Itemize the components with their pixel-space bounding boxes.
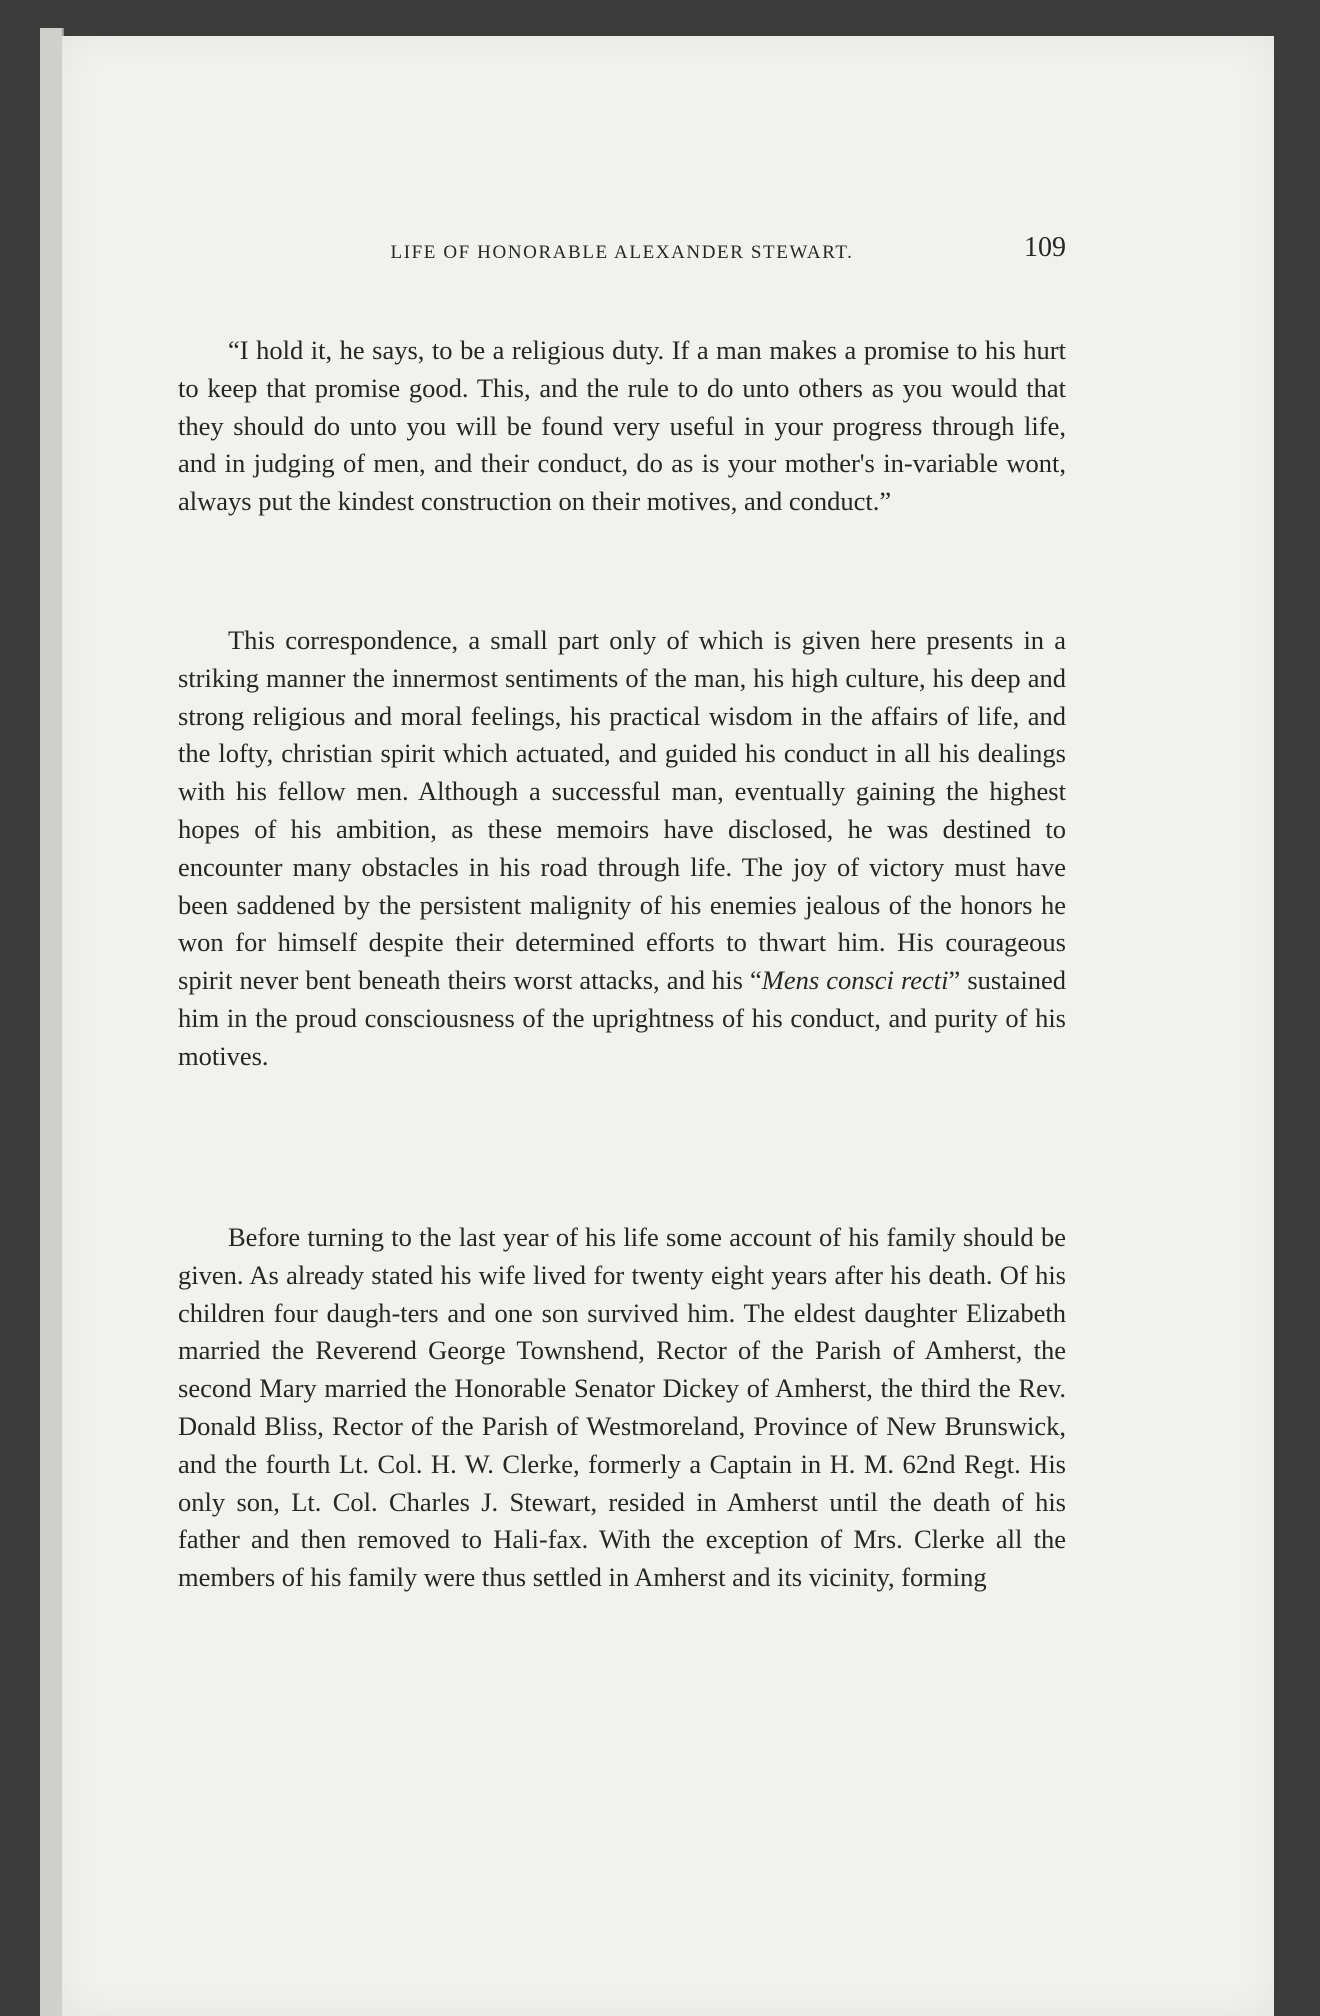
binding-edge	[40, 28, 64, 2016]
page-number: 109	[1024, 232, 1066, 263]
running-title: LIFE OF HONORABLE ALEXANDER STEWART.	[390, 242, 854, 263]
paragraph-correspondence	[178, 622, 1066, 1076]
paragraph-family: Before turning to the last year of his life some account of his family should be given. As already stated his wife lived for twenty eight years after his death. Of his children four daugh-ters and one son survived him. The eldest daughter Elizabeth married the Reverend George Townshend, Rector of the Parish of Amherst, the second Mary married the Honorable Senator Dickey of Amherst, the third the Rev. Donald Bliss, Rector of the Parish of Westmoreland, Province of New Brunswick, and the fourth Lt. Col. H. W. Clerke, formerly a Captain in H. M. 62nd Regt. His only son, Lt. Col. Charles J. Stewart, resided in Amherst until the death of his father and then removed to Hali-fax. With the exception of Mrs. Clerke all the members of his family were thus settled in Amherst and its vicinity, forming	[178, 1222, 1066, 1593]
book-page	[62, 36, 1274, 2016]
latin-phrase: Mens consci recti	[761, 965, 949, 996]
paragraph-correspondence-text-after: ” sustained him in the proud consciousness of the uprightness of his conduct, and purity of his motives.	[178, 965, 1066, 1071]
running-head	[178, 232, 1066, 272]
paragraph-correspondence-text-before: This correspondence, a small part only of which is given here presents in a striking manner the innermost sentiments of the man, his high culture, his deep and strong religious and moral feelings, his practical wisdom in the affairs of life, and the lofty, christian spirit which actuated, and guided his conduct in all his dealings with his fellow men. Although a successful man, eventually gaining the highest hopes of his ambition, as these memoirs have disclosed, he was destined to encounter many obstacles in his road through life. The joy of victory must have been saddened by the persistent malignity of his enemies jealous of the honors he won for himself despite their determined efforts to thwart him. His courageous spirit never bent beneath theirs worst attacks, and his “	[178, 625, 1066, 996]
paragraph-quote: “I hold it, he says, to be a religious duty. If a man makes a promise to his hurt to keep that promise good. This, and the rule to do unto others as you would that they should do unto you will be found very useful in your progress through life, and in judging of men, and their conduct, do as is your mother's in-variable wont, always put the kindest construction on their motives, and conduct.”	[178, 335, 1066, 517]
